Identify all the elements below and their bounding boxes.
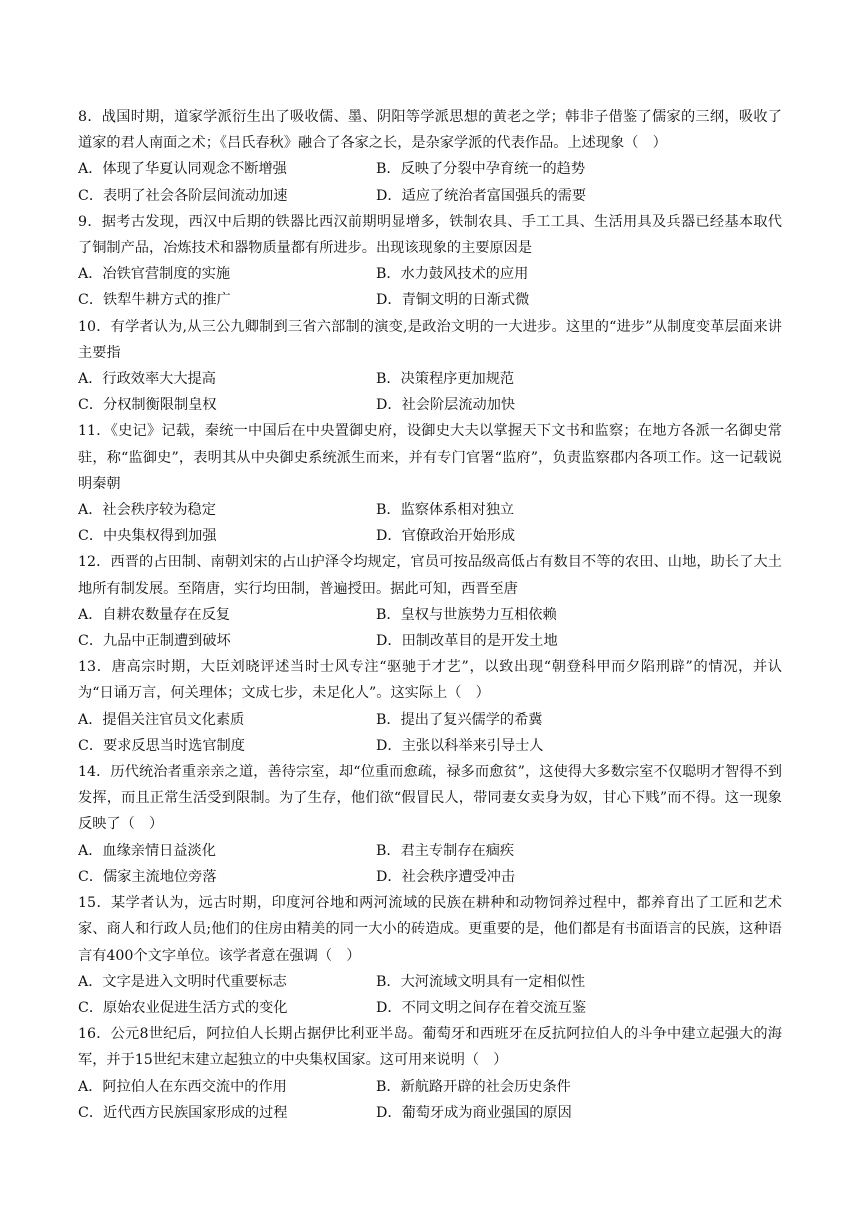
options (78, 602, 782, 654)
option-a: A．阿拉伯人在东西交流中的作用 (78, 1078, 287, 1095)
option-c: C．表明了社会各阶层间流动加速 (78, 187, 288, 204)
option-c: C．分权制衡限制皇权 (78, 397, 217, 414)
option-d: D．社会秩序遭受冲击 (376, 868, 516, 885)
option-a: A．社会秩序较为稳定 (78, 502, 216, 519)
option-d: D．社会阶层流动加快 (376, 397, 516, 414)
option-c: C．原始农业促进生活方式的变化 (78, 999, 288, 1016)
option-a: A．冶铁官营制度的实施 (78, 266, 231, 283)
option-a: A．体现了华夏认同观念不断增强 (78, 161, 287, 178)
question-14 (78, 759, 782, 890)
exam-page (78, 104, 782, 1126)
question-16 (78, 1021, 782, 1126)
option-d: D．青铜文明的日渐式微 (376, 292, 530, 309)
option-c: C．中央集权得到加强 (78, 528, 217, 545)
options (78, 838, 782, 890)
option-b: B．决策程序更加规范 (376, 371, 515, 388)
question-stem: 16．公元8世纪后，阿拉伯人长期占据伊比利亚半岛。葡萄牙和西班牙在反抗阿拉伯人的斗争中建立起强大的海军，并于15世纪末建立起独立的中央集权国家。这可用来说明（ ） (78, 1026, 782, 1069)
question-9 (78, 209, 782, 314)
option-a: A．提倡关注官员文化素质 (78, 711, 245, 728)
question-stem: 12．西晋的占田制、南朝刘宋的占山护泽令均规定，官员可按品级高低占有数目不等的农田、山地，助长了大土地所有制发展。至隋唐，实行均田制，普遍授田。据此可知，西晋至唐 (78, 554, 782, 597)
options (78, 1074, 782, 1126)
option-d: D．田制改革目的是开发土地 (376, 633, 558, 650)
question-13 (78, 654, 782, 759)
option-b: B．监察体系相对独立 (376, 502, 515, 519)
option-d: D．官僚政治开始形成 (376, 528, 516, 545)
question-stem: 13．唐高宗时期，大臣刘晓评述当时士风专注“驱驰于才艺”，以致出现“朝登科甲而夕陷刑辟”的情况，并认为“日诵万言，何关理体；文成七步，未足化人”。这实际上（ ） (78, 659, 782, 702)
option-d: D．适应了统治者富国强兵的需要 (376, 187, 587, 204)
option-c: C．九品中正制遭到破坏 (78, 633, 231, 650)
question-stem: 8．战国时期，道家学派衍生出了吸收儒、墨、阴阳等学派思想的黄老之学；韩非子借鉴了儒家的三纲，吸收了道家的君人南面之术；《吕氏春秋》融合了各家之长，是杂家学派的代表作品。上述现象（ ） (78, 109, 782, 152)
options (78, 156, 782, 208)
option-b: B．新航路开辟的社会历史条件 (376, 1078, 571, 1095)
option-b: B．提出了复兴儒学的希冀 (376, 711, 543, 728)
option-c: C．近代西方民族国家形成的过程 (78, 1104, 288, 1121)
question-11 (78, 418, 782, 549)
question-stem: 9．据考古发现，西汉中后期的铁器比西汉前期明显增多，铁制农具、手工工具、生活用具及兵器已经基本取代了铜制产品，冶炼技术和器物质量都有所进步。出现该现象的主要原因是 (78, 213, 782, 257)
option-b: B．反映了分裂中孕育统一的趋势 (376, 161, 586, 178)
option-c: C．要求反思当时选官制度 (78, 737, 245, 754)
option-a: A．自耕农数量存在反复 (78, 606, 231, 623)
option-a: A．文字是进入文明时代重要标志 (78, 973, 287, 990)
options (78, 707, 782, 759)
option-c: C．铁犁牛耕方式的推广 (78, 292, 231, 309)
options (78, 366, 782, 418)
question-stem: 10．有学者认为,从三公九卿制到三省六部制的演变,是政治文明的一大进步。这里的“进步”从制度变革层面来讲主要指 (78, 318, 782, 361)
option-d: D．葡萄牙成为商业强国的原因 (376, 1104, 572, 1121)
question-stem: 14．历代统治者重亲亲之道，善待宗室，却“位重而愈疏，禄多而愈贫”，这使得大多数宗室不仅聪明才智得不到发挥，而且正常生活受到限制。为了生存，他们欲“假冒民人，带同妻女卖身为奴，甘心下贱”而不得。这一现象反映了（ ） (78, 764, 782, 833)
question-15 (78, 890, 782, 1021)
options (78, 261, 782, 313)
question-stem: 11．《史记》记载，秦统一中国后在中央置御史府，设御史大夫以掌握天下文书和监察；在地方各派一名御史常驻，称“监御史”，表明其从中央御史系统派生而来，并有专门官署“监府”，负责监察郡内各项工作。这一记载说明秦朝 (78, 423, 782, 492)
option-a: A．血缘亲情日益淡化 (78, 842, 216, 859)
option-c: C．儒家主流地位旁落 (78, 868, 217, 885)
options (78, 969, 782, 1021)
option-b: B．水力鼓风技术的应用 (376, 266, 529, 283)
option-b: B．君主专制存在痼疾 (376, 842, 515, 859)
question-stem: 15．某学者认为，远古时期，印度河谷地和两河流域的民族在耕种和动物饲养过程中，都养育出了工匠和艺术家、商人和行政人员;他们的住房由精美的同一大小的砖造成。更重要的是，他们都是有书面语言的民族，这种语言有400个文字单位。该学者意在强调（ ） (78, 895, 782, 964)
options (78, 497, 782, 549)
option-d: D．不同文明之间存在着交流互鉴 (376, 999, 587, 1016)
option-b: B．皇权与世族势力互相依赖 (376, 606, 557, 623)
option-d: D．主张以科举来引导士人 (376, 737, 544, 754)
question-12 (78, 549, 782, 654)
option-b: B．大河流域文明具有一定相似性 (376, 973, 586, 990)
question-8 (78, 104, 782, 209)
question-10 (78, 314, 782, 419)
option-a: A．行政效率大大提高 (78, 371, 216, 388)
